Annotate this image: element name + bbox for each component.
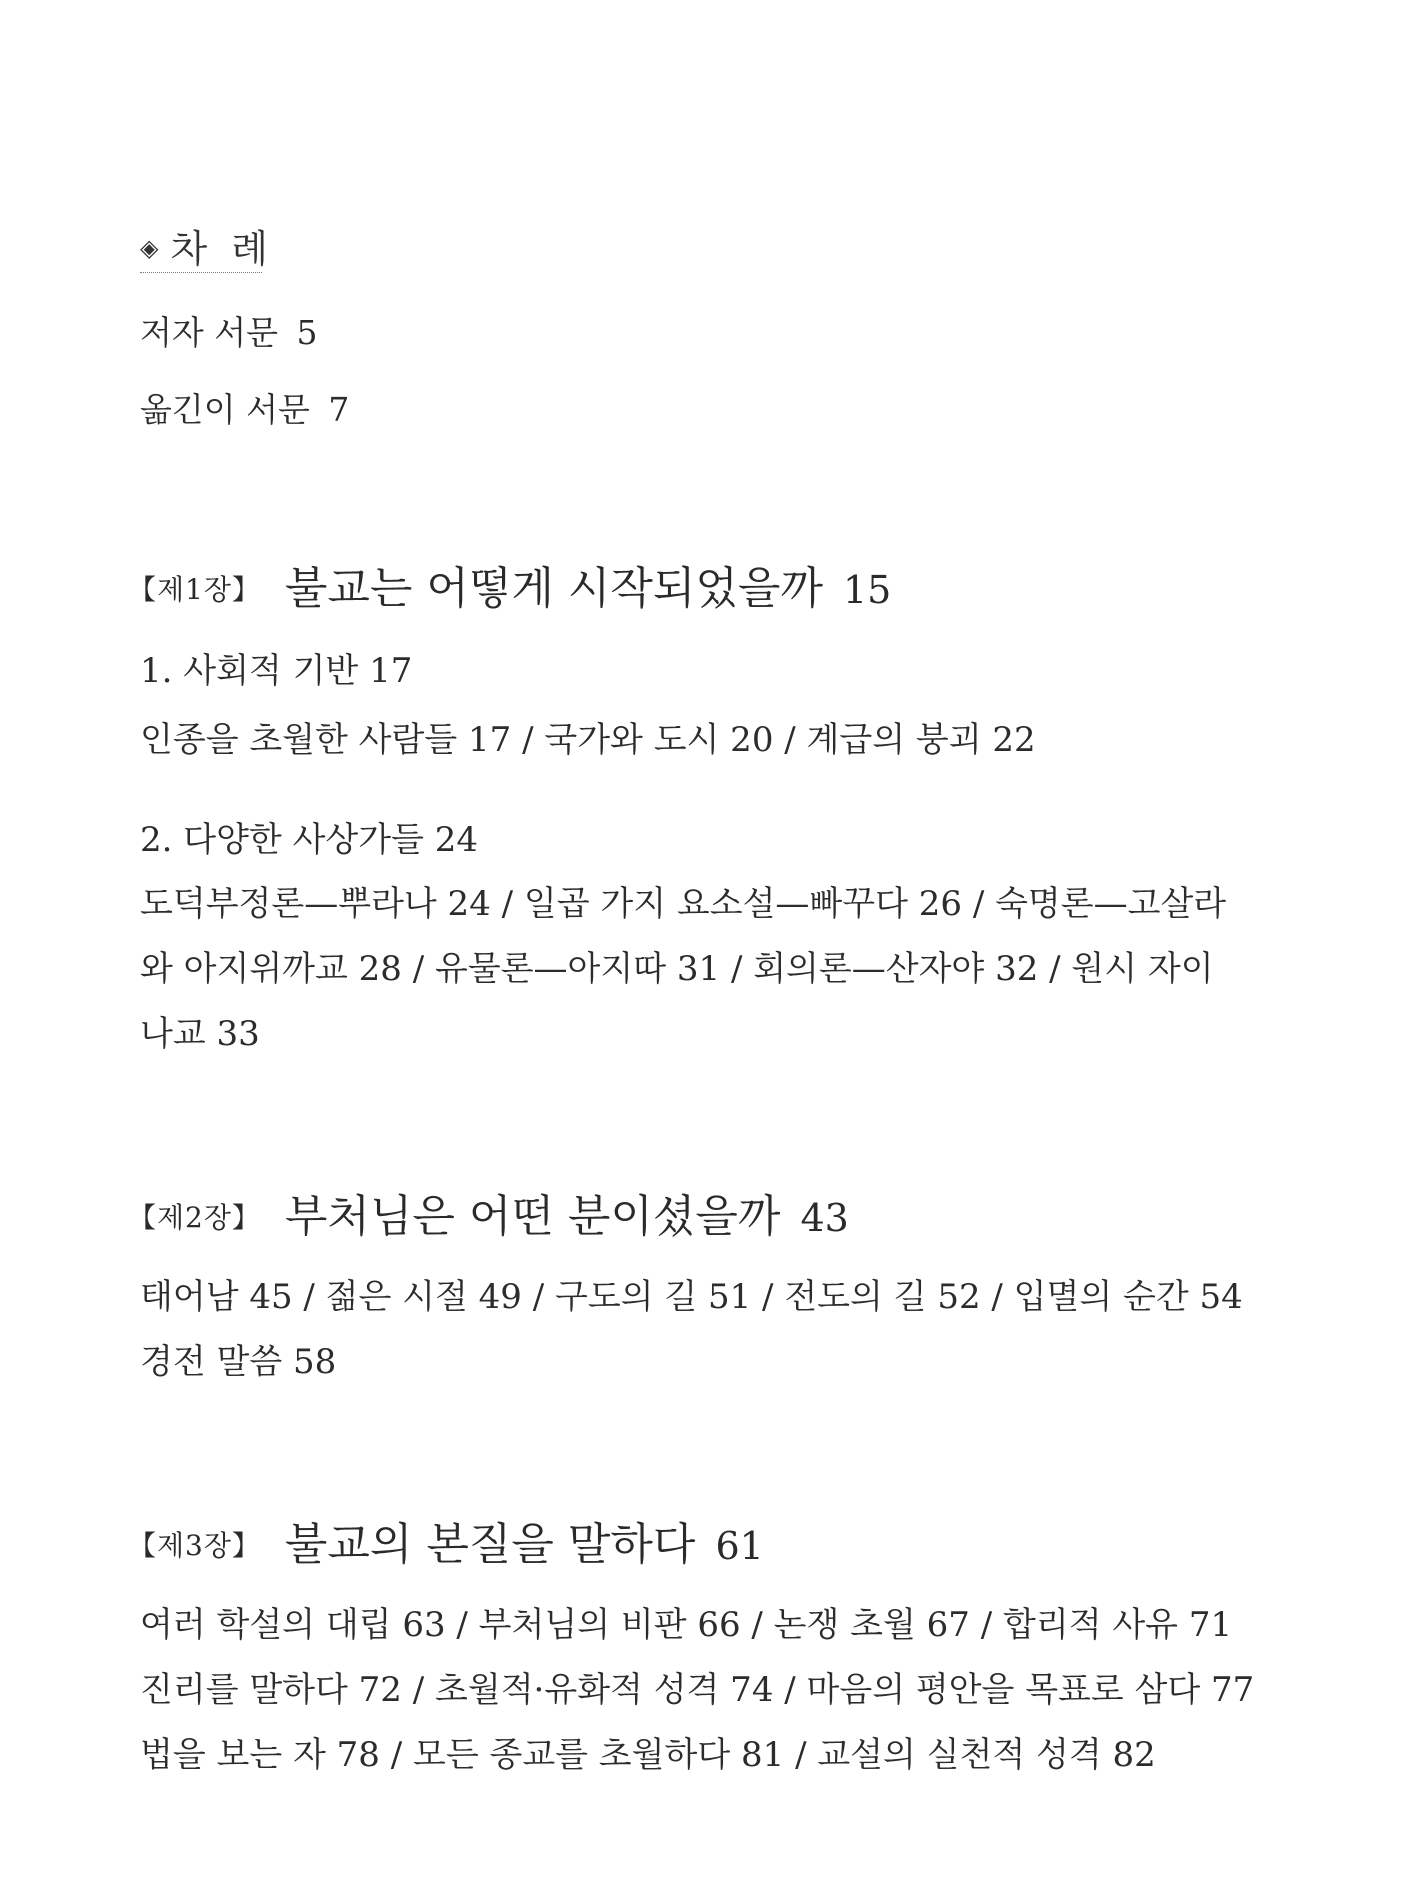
entry-line: 와 아지위까교 28 / 유물론—아지따 31 / 회의론—산자야 32 / 원시 자이 <box>140 949 1214 989</box>
chapter-title: 불교는 어떻게 시작되었을까 <box>284 563 823 614</box>
front-page: 5 <box>296 313 318 352</box>
section-entries <box>140 708 1290 773</box>
front-matter-translator-preface <box>140 384 349 431</box>
chapter-tag: 【제2장】 <box>128 1201 261 1234</box>
entry-line: 여러 학설의 대립 63 / 부처님의 비판 66 / 논쟁 초월 67 / 합리적 사유 71 <box>140 1605 1233 1645</box>
entry-line: 법을 보는 자 78 / 모든 종교를 초월하다 81 / 교설의 실천적 성격 82 <box>140 1735 1156 1775</box>
chapter-page: 15 <box>842 568 892 612</box>
toc-underline <box>140 272 262 273</box>
entry-line: 인종을 초월한 사람들 17 / 국가와 도시 20 / 계급의 붕괴 22 <box>140 720 1036 760</box>
chapter-tag: 【제3장】 <box>128 1529 261 1562</box>
chapter-3-entries <box>140 1593 1290 1788</box>
entry-line: 경전 말씀 58 <box>140 1342 337 1382</box>
chapter-title: 부처님은 어떤 분이셨을까 <box>284 1191 781 1242</box>
section-heading: 2. 다양한 사상가들 24 <box>140 820 479 860</box>
section-heading: 1. 사회적 기반 17 <box>140 651 413 691</box>
chapter-2-entries <box>140 1265 1290 1395</box>
toc-title: 차 례 <box>170 227 274 271</box>
chapter-tag: 【제1장】 <box>128 573 261 606</box>
front-label: 옮긴이 서문 <box>140 390 310 429</box>
entry-line: 도덕부정론—뿌라나 24 / 일곱 가지 요소설—빠꾸다 26 / 숙명론—고살라 <box>140 884 1227 924</box>
entry-line: 태어남 45 / 젊은 시절 49 / 구도의 길 51 / 전도의 길 52 / 입멸의 순간 54 <box>140 1277 1243 1317</box>
entry-line: 진리를 말하다 72 / 초월적·유화적 성격 74 / 마음의 평안을 목표로 삼다 77 <box>140 1670 1255 1710</box>
section-entries <box>140 872 1290 1067</box>
entry-line: 나교 33 <box>140 1014 260 1054</box>
chapter-title: 불교의 본질을 말하다 <box>284 1519 696 1570</box>
front-matter-preface <box>140 307 318 354</box>
chapter-page: 61 <box>715 1524 764 1568</box>
front-page: 7 <box>328 390 350 429</box>
chapter-3-title <box>128 1508 764 1572</box>
toc-heading <box>140 218 274 273</box>
front-label: 저자 서문 <box>140 313 279 352</box>
chapter-page: 43 <box>800 1196 849 1240</box>
chapter-1-title <box>128 552 891 616</box>
chapter-2-title <box>128 1180 849 1244</box>
diamond-icon: ◈ <box>140 234 165 262</box>
